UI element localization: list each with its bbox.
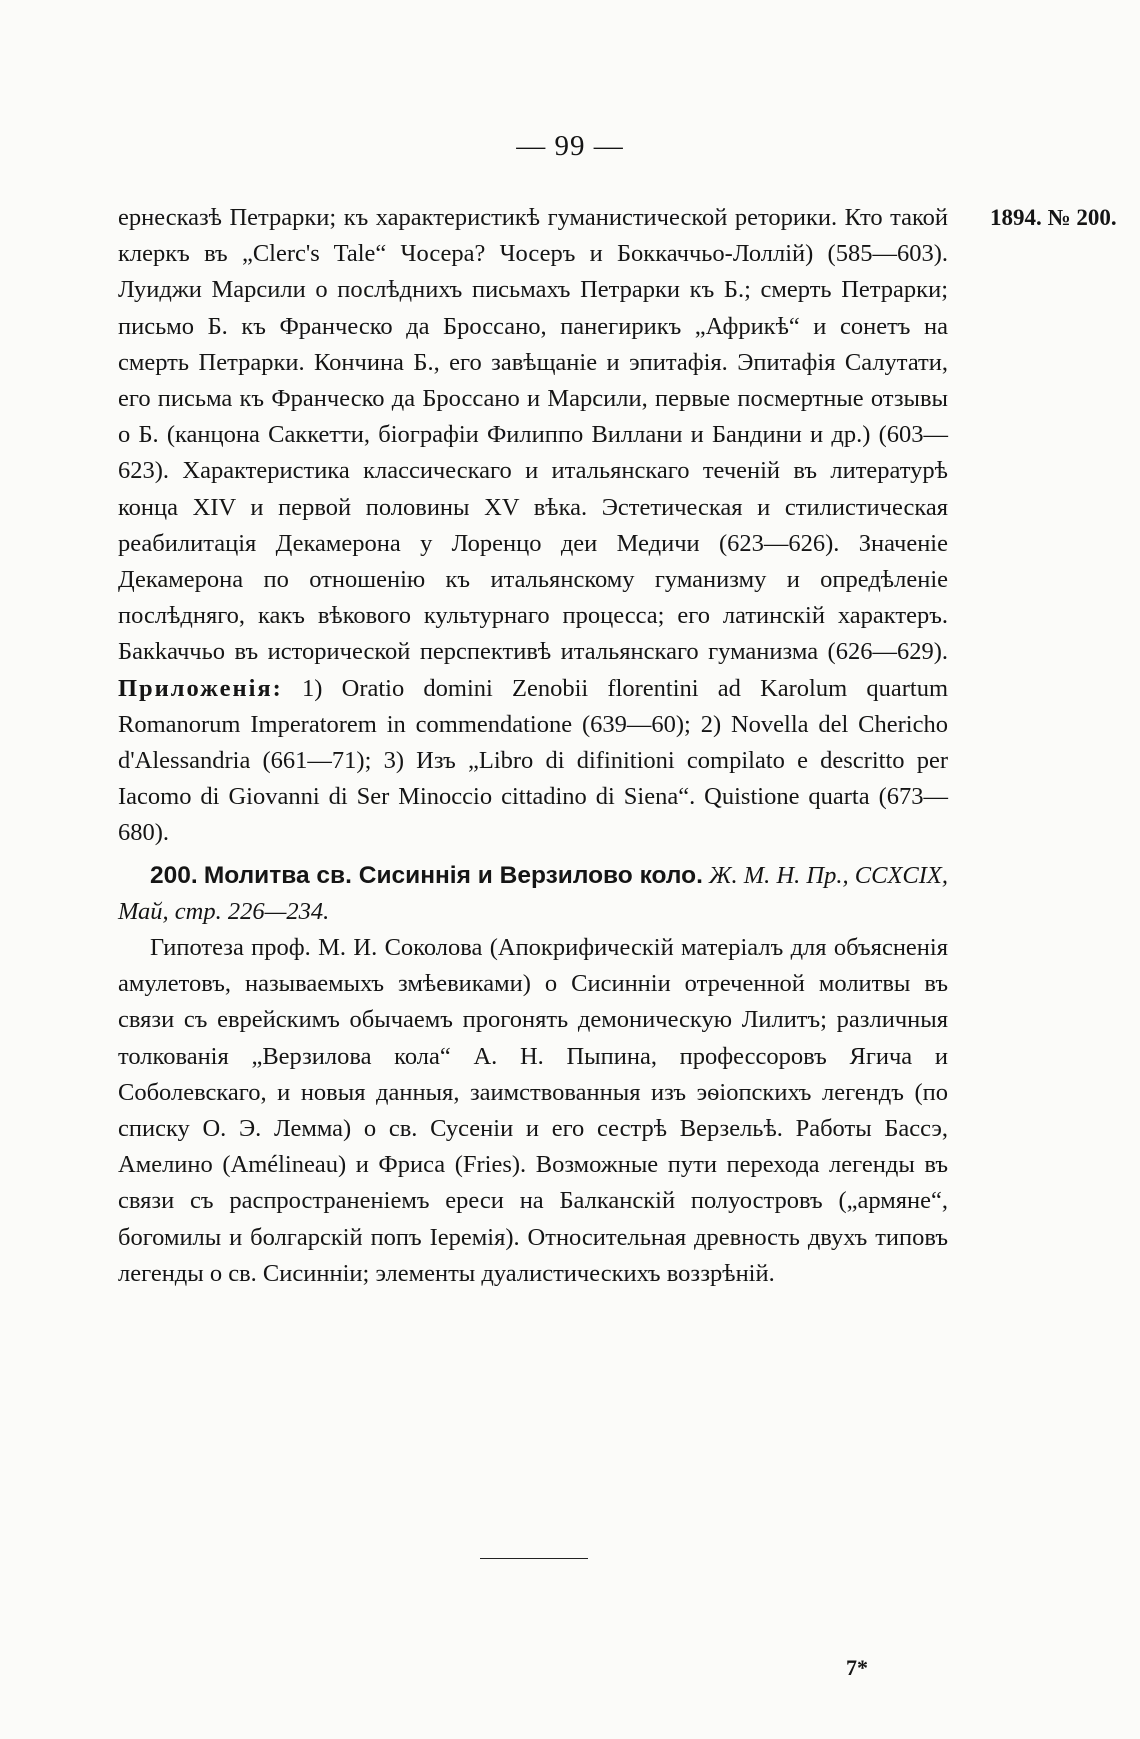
section-divider bbox=[480, 1558, 588, 1559]
paragraph-continued bbox=[118, 200, 948, 852]
entry-source: Ж. М. Н. Пр., CCXCIX, Май, стр. 226—234. bbox=[118, 861, 949, 925]
paragraph-1-text: ернесказѣ Петрарки; къ характеристикѣ гуманистической реторики. Кто такой клеркъ въ „Clerc's Tale“ Чосера? Чосеръ и Боккаччьо-Лоллій) (585—603). Луиджи Марсили о послѣднихъ письмахъ Петрарки къ Б.; смерть Петрарки; письмо Б. къ Франческо да Броссано, панегирикъ „Африкѣ“ и сонетъ на смерть Петрарки. Кончина Б., его завѣщаніе и эпитафія. Эпитафія Салутати, его письма къ Франческо да Броссано и Марсили, первые посмертные отзывы о Б. (канцона Саккетти, біографіи Филиппо Виллани и Бандини и др.) (603—623). Характеристика классическаго и итальянскаго теченій въ литературѣ конца XIV и первой половины XV вѣка. Эстетическая и стилистическая реабилитація Декамерона у Лоренцо деи Медичи (623—626). Значеніе Декамерона по отношенію къ итальянскому гуманизму и опредѣленіе послѣдняго, какъ вѣкового культурнаго процесса; его латинскій характеръ. Бакkаччьо въ исторической перспективѣ итальянскаго гуманизма (626—629). bbox=[118, 204, 948, 666]
entry-title: Молитва св. Сисиннія и Верзилово коло. bbox=[203, 861, 703, 889]
page-number: — 99 — bbox=[516, 130, 624, 162]
body-text bbox=[118, 200, 948, 1292]
signature-mark: 7* bbox=[846, 1655, 868, 1680]
appendix-text: 1) Oratio domini Zenobii florentini ad Karolum quartum Romanorum Imperatorem in commendatione (639—60); 2) Novella del Chericho d'Alessandria (661—71); 3) Изъ „Libro di difinitioni compilato e descritto per Iacomo di Giovanni di Ser Minoccio cittadino di Siena“. Quistione quarta (673—680). bbox=[118, 674, 948, 847]
entry-200-heading bbox=[118, 858, 948, 930]
entry-number: 200. bbox=[150, 861, 198, 889]
entry-200-summary: Гипотеза проф. М. И. Соколова (Апокрифическій матеріалъ для объясненія амулетовъ, называемыхъ змѣевиками) о Сисинніи отреченной молитвы въ связи съ еврейскимъ обычаемъ прогонять демоническую Лилитъ; различныя толкованія „Верзилова кола“ А. Н. Пыпина, профессоровъ Ягича и Соболевскаго, и новыя данныя, заимствованныя изъ эѳіопскихъ легендъ (по списку О. Э. Лемма) о св. Сусеніи и его сестрѣ Верзельѣ. Работы Бассэ, Амелино (Amélineau) и Фриса (Fries). Возможные пути перехода легенды въ связи съ распространеніемъ ереси на Балканскій полуостровъ („армяне“, богомилы и болгарскій попъ Іеремія). Относительная древность двухъ типовъ легенды о св. Сисинніи; элементы дуалистическихъ воззрѣній. bbox=[118, 934, 948, 1287]
appendix-label: Приложенія: bbox=[118, 674, 283, 702]
margin-note-year-entry: 1894. № 200. bbox=[990, 205, 1117, 230]
